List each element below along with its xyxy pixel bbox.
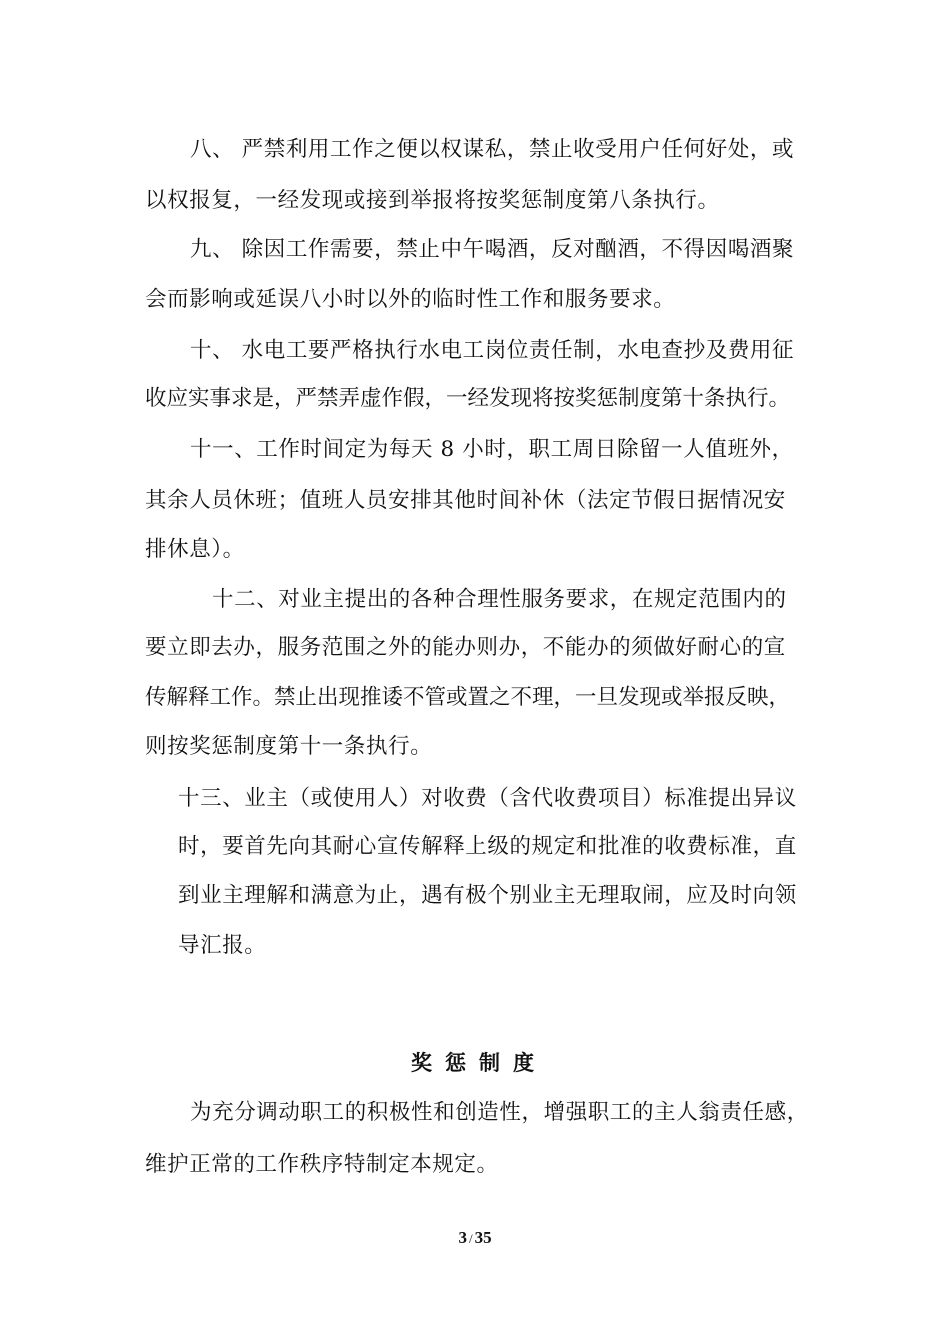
rule-12-line-1: 十二、对业主提出的各种合理性服务要求，在规定范围内的 (212, 587, 787, 612)
rule-9-line-1: 九、 除因工作需要，禁止中午喝酒，反对酗酒，不得因喝酒聚 (190, 237, 795, 262)
rule-13-line-3: 到业主理解和满意为止，遇有极个别业主无理取闹，应及时向领 (178, 883, 797, 908)
rule-12-line-4: 则按奖惩制度第十一条执行。 (145, 734, 433, 759)
rule-8-line-2: 以权报复，一经发现或接到举报将按奖惩制度第八条执行。 (145, 188, 720, 213)
page-separator: / (468, 1231, 473, 1246)
intro-line-1: 为充分调动职工的积极性和创造性，增强职工的主人翁责任感， (190, 1100, 809, 1125)
rule-10-line-1: 十、 水电工要严格执行水电工岗位责任制，水电查抄及费用征 (190, 338, 795, 363)
rule-13-line-4: 导汇报。 (178, 933, 267, 958)
page-total: 35 (474, 1228, 492, 1247)
rule-11-line-2: 其余人员休班；值班人员安排其他时间补休（法定节假日据情况安 (145, 488, 786, 513)
page-current: 3 (458, 1228, 467, 1247)
rule-8-line-1: 八、 严禁利用工作之便以权谋私，禁止收受用户任何好处，或 (190, 137, 795, 162)
rule-12-line-3: 传解释工作。禁止出现推诿不管或置之不理，一旦发现或举报反映， (145, 685, 791, 710)
page-number (0, 1226, 950, 1251)
rule-10-line-2: 收应实事求是，严禁弄虚作假，一经发现将按奖惩制度第十条执行。 (145, 386, 791, 411)
rule-11-line-3: 排休息）。 (145, 537, 245, 562)
rule-13-line-2: 时，要首先向其耐心宣传解释上级的规定和批准的收费标准，直 (178, 834, 797, 859)
rule-9-line-2: 会而影响或延误八小时以外的临时性工作和服务要求。 (145, 287, 676, 312)
rule-13-line-1: 十三、业主（或使用人）对收费（含代收费项目）标准提出异议 (178, 786, 797, 811)
rule-12-line-2: 要立即去办，服务范围之外的能办则办，不能办的须做好耐心的宣 (145, 635, 786, 660)
section-title: 奖惩制度 (411, 1051, 547, 1075)
intro-line-2: 维护正常的工作秩序特制定本规定。 (145, 1152, 499, 1177)
rule-11-line-1: 十一、工作时间定为每天 8 小时，职工周日除留一人值班外， (190, 437, 794, 462)
